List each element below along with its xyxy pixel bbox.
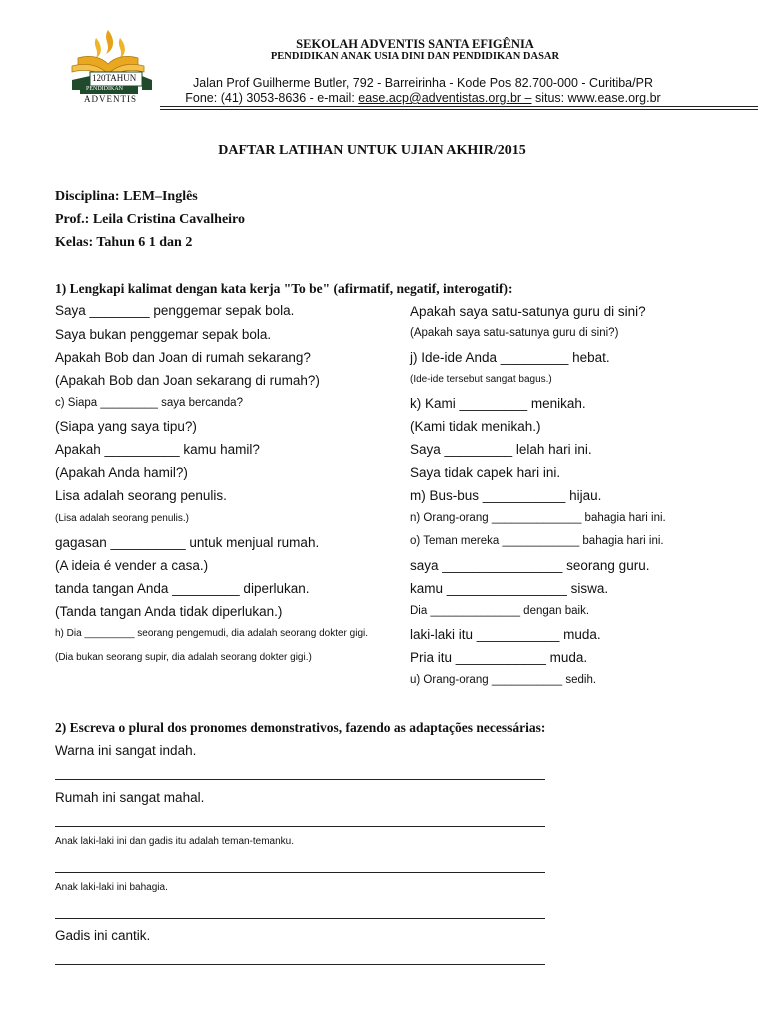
q1-left-item: c) Siapa _________ saya bercanda?	[55, 397, 243, 409]
answer-line[interactable]	[55, 872, 545, 873]
q1-left-item: gagasan __________ untuk menjual rumah.	[55, 535, 320, 550]
q1-left-item: (Tanda tangan Anda tidak diperlukan.)	[55, 604, 283, 619]
document-title: DAFTAR LATIHAN UNTUK UJIAN AKHIR/2015	[218, 143, 526, 158]
q1-right-item: Saya _________ lelah hari ini.	[410, 442, 592, 457]
q1-left-item: tanda tangan Anda _________ diperlukan.	[55, 581, 310, 596]
contact-prefix: Fone: (41) 3053-8636 - e-mail:	[185, 91, 359, 105]
q1-left-item: Apakah __________ kamu hamil?	[55, 442, 260, 457]
answer-line[interactable]	[55, 918, 545, 919]
header-divider-thin	[160, 109, 758, 110]
q1-right-item: Dia ______________ dengan baik.	[410, 605, 590, 617]
q1-right-item: o) Teman mereka ____________ bahagia hari ini.	[410, 535, 664, 547]
header-divider	[160, 106, 758, 107]
q1-right-item: (Apakah saya satu-satunya guru di sini?)	[410, 327, 619, 339]
answer-line[interactable]	[55, 779, 545, 780]
question-2-heading: 2) Escreva o plural dos pronomes demonstrativos, fazendo as adaptações necessárias:	[55, 720, 546, 735]
q1-right-item: n) Orang-orang ______________ bahagia hari ini.	[410, 512, 666, 524]
school-address: Jalan Prof Guilherme Butler, 792 - Barreirinha - Kode Pos 82.700-000 - Curitiba/PR	[193, 76, 653, 90]
school-name: SEKOLAH ADVENTIS SANTA EFIGÊNIA	[296, 37, 534, 51]
school-contact	[160, 91, 686, 105]
q1-left-item: h) Dia _________ seorang pengemudi, dia adalah seorang dokter gigi.	[55, 628, 369, 639]
email-link[interactable]: ease.acp@adventistas.org.br –	[358, 91, 532, 105]
answer-line[interactable]	[55, 964, 545, 965]
logo-banner-text: 120TAHUN	[92, 73, 137, 83]
q1-right-item: Saya tidak capek hari ini.	[410, 465, 561, 480]
q1-left-item: Saya bukan penggemar sepak bola.	[55, 327, 272, 342]
class-label: Kelas: Tahun 6 1 dan 2	[55, 235, 193, 250]
q1-right-item: k) Kami _________ menikah.	[410, 396, 586, 411]
q1-left-item: (Apakah Anda hamil?)	[55, 465, 188, 480]
q1-left-item: (A ideia é vender a casa.)	[55, 558, 209, 573]
q2-item: Anak laki-laki ini bahagia.	[55, 882, 168, 893]
q1-left-item: Apakah Bob dan Joan di rumah sekarang?	[55, 350, 311, 365]
q2-item: Anak laki-laki ini dan gadis itu adalah teman-temanku.	[55, 836, 295, 847]
answer-line[interactable]	[55, 826, 545, 827]
professor-label: Prof.: Leila Cristina Cavalheiro	[55, 212, 246, 227]
q1-right-item: laki-laki itu ___________ muda.	[410, 627, 601, 642]
q1-left-item: (Apakah Bob dan Joan sekarang di rumah?)	[55, 373, 320, 388]
q1-left-item: Lisa adalah seorang penulis.	[55, 488, 227, 503]
question-1-heading: 1) Lengkapi kalimat dengan kata kerja "To be" (afirmatif, negatif, interogatif):	[55, 281, 513, 296]
q1-right-item: Apakah saya satu-satunya guru di sini?	[410, 304, 646, 319]
q2-item: Warna ini sangat indah.	[55, 743, 197, 758]
school-subtitle: PENDIDIKAN ANAK USIA DINI DAN PENDIDIKAN DASAR	[270, 51, 560, 62]
q1-right-item: (Kami tidak menikah.)	[410, 419, 541, 434]
contact-suffix: situs: www.ease.org.br	[531, 91, 661, 105]
q2-item: Rumah ini sangat mahal.	[55, 790, 205, 805]
q1-right-item: u) Orang-orang ___________ sedih.	[410, 674, 597, 686]
q1-left-item: (Lisa adalah seorang penulis.)	[55, 513, 189, 524]
q1-right-item: (Ide-ide tersebut sangat bagus.)	[410, 374, 552, 385]
school-logo	[62, 28, 154, 106]
q1-right-item: j) Ide-ide Anda _________ hebat.	[410, 350, 610, 365]
q1-right-item: m) Bus-bus ___________ hijau.	[410, 488, 602, 503]
discipline-label: Disciplina: LEM–Inglês	[55, 189, 198, 204]
logo-small-text: PENDIDIKAN	[86, 86, 123, 92]
q1-right-item: Pria itu ____________ muda.	[410, 650, 588, 665]
q1-left-item: (Siapa yang saya tipu?)	[55, 419, 197, 434]
q1-left-item: Saya ________ penggemar sepak bola.	[55, 303, 295, 318]
q1-right-item: saya ________________ seorang guru.	[410, 558, 650, 573]
logo-brand-text: ADVENTIS	[84, 94, 137, 104]
q1-left-item: (Dia bukan seorang supir, dia adalah seorang dokter gigi.)	[55, 652, 312, 663]
q1-right-item: kamu ________________ siswa.	[410, 581, 609, 596]
q2-item: Gadis ini cantik.	[55, 928, 151, 943]
